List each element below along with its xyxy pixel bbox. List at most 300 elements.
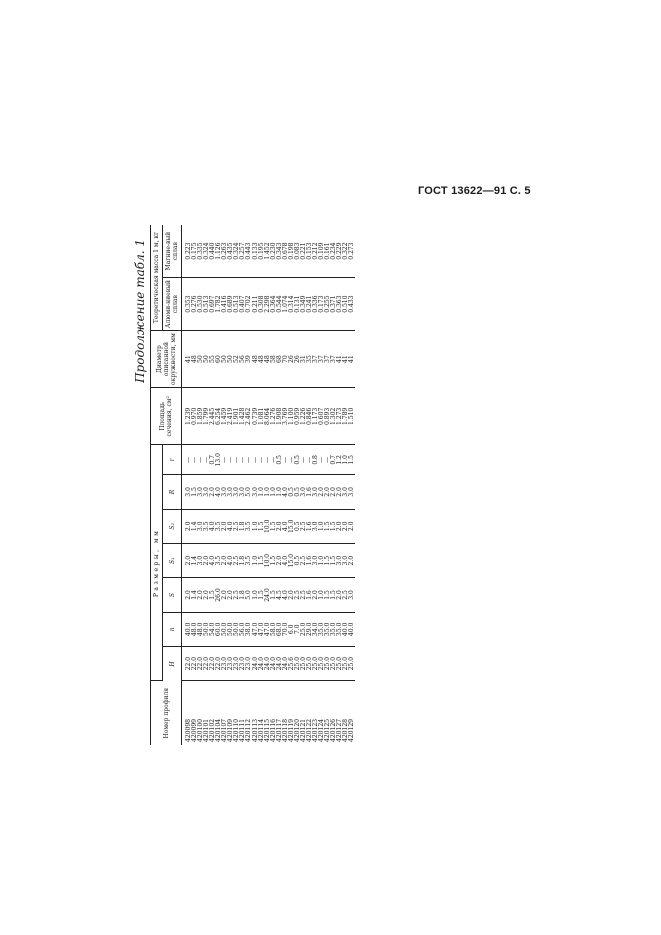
cell-R-15: 1.0 [275,487,283,497]
cell-S1-14: 1.5 [269,555,277,566]
cell-S2-19: 2.5 [299,521,307,532]
cell-n-26: 40.0 [342,622,350,637]
cell-mass_magnesium-9: 0.257 [239,242,247,260]
cell-profile_number-23: 420125 [324,718,332,742]
cell-n-7: 50.0 [227,622,235,637]
cell-diameter-10: 39 [245,355,253,363]
cell-n-13: 47.0 [263,622,271,637]
cell-mass_magnesium-26: 0.322 [342,242,350,260]
cell-H-7: 23.0 [227,657,235,671]
table-continuation-title: Продолжение табл. 1 [133,239,147,383]
cell-diameter-27: 41 [348,355,356,363]
cell-H-21: 25.0 [311,657,319,671]
cell-S-27: 3.0 [348,590,356,600]
cell-S1-23: 1.5 [324,555,332,566]
cell-diameter-20: 35 [305,355,313,363]
column-n [182,612,356,646]
cell-S1-7: 4.0 [227,555,235,566]
header-area: Площадь сечения, см² [151,388,182,445]
cell-mass_aluminum-2: 0.530 [197,295,205,313]
cell-S2-20: 1.6 [305,521,313,532]
cell-S1-2: 3.0 [197,555,205,566]
cell-n-23: 35.0 [324,622,332,637]
cell-r-7: — [227,456,235,463]
cell-r-2: — [197,456,205,463]
cell-area-15: 1.908 [275,407,283,425]
cell-diameter-12: 48 [257,355,265,363]
cell-diameter-19: 31 [299,355,307,363]
cell-r-14: — [269,456,277,463]
cell-R-16: 4.0 [281,487,289,497]
cell-n-3: 50.0 [203,622,211,637]
cell-area-16: 3.769 [281,407,289,425]
cell-H-24: 25.0 [330,657,338,671]
cell-R-11: 3.0 [251,487,259,497]
cell-S-5: 26.0 [215,588,223,602]
cell-profile_number-20: 420122 [305,718,313,742]
table-body-row [182,225,356,745]
cell-area-26: 1.789 [342,407,350,425]
cell-S-2: 2.0 [197,590,205,600]
cell-S1-4: 4.0 [209,555,217,566]
cell-R-26: 3.0 [342,487,350,497]
cell-mass_magnesium-10: 0.443 [245,242,253,260]
cell-S2-17: 15.0 [287,519,295,534]
column-area [182,388,356,445]
cell-area-20: 0.846 [305,407,313,425]
cell-profile_number-14: 420116 [269,718,277,742]
cell-mass_magnesium-2: 0.335 [197,242,205,260]
cell-r-17: — [287,456,295,463]
cell-S1-10: 3.5 [245,555,253,566]
cell-mass_aluminum-17: 0.314 [287,295,295,313]
cell-H-23: 25.0 [324,657,332,671]
cell-mass_magnesium-4: 0.440 [209,242,217,260]
cell-H-6: 23.0 [221,657,229,671]
cell-S-0: 2.0 [185,590,192,600]
cell-S2-25: 2.0 [336,521,344,532]
cell-R-2: 3.0 [197,487,205,497]
cell-mass_magnesium-5: 1.126 [215,242,223,260]
cell-H-10: 23.0 [245,657,253,671]
header-diameter: Диаметр описанной окружности, мм [151,330,182,387]
cell-n-4: 54.0 [209,622,217,637]
cell-mass_magnesium-6: 0.263 [221,242,229,260]
cell-r-21: 0.8 [311,455,319,465]
cell-H-27: 25.0 [348,657,356,671]
column-S2 [182,509,356,543]
cell-diameter-0: 41 [185,355,192,363]
cell-area-14: 1.276 [269,407,277,425]
cell-diameter-18: 26 [293,355,301,363]
cell-profile_number-27: 420129 [348,718,356,742]
cell-S-18: 2.5 [293,590,301,600]
cell-area-4: 2.445 [209,407,217,425]
cell-H-1: 22.0 [191,657,199,671]
cell-n-16: 70.0 [281,622,289,637]
cell-profile_number-16: 420118 [281,718,289,742]
cell-area-10: 2.462 [245,407,253,425]
cell-S-3: 2.0 [203,590,211,600]
cell-S2-1: 1.4 [191,521,199,532]
cell-H-25: 25.0 [336,657,344,671]
cell-diameter-2: 50 [197,355,205,363]
cell-R-1: 1.5 [191,487,199,497]
column-S [182,578,356,612]
cell-S1-1: 1.4 [191,555,199,566]
cell-S2-26: 2.0 [342,521,350,532]
cell-R-21: 3.0 [311,487,319,497]
cell-profile_number-17: 420119 [287,718,295,742]
cell-area-23: 0.893 [324,407,332,425]
cell-S-24: 1.5 [330,590,338,600]
cell-r-27: 1.5 [348,455,356,465]
cell-H-15: 24.0 [275,657,283,671]
cell-diameter-21: 37 [311,355,319,363]
cell-n-24: 35.0 [330,622,338,637]
cell-area-8: 1.901 [233,407,241,425]
cell-n-17: 6.0 [287,624,295,635]
cell-n-20: 29.0 [305,622,313,637]
cell-n-0: 40.0 [185,622,192,637]
cell-R-24: 2.0 [330,487,338,497]
cell-profile_number-1: 420099 [191,718,199,742]
cell-S2-0: 2.0 [185,521,192,532]
cell-R-12: 1.0 [257,487,265,497]
cell-S2-24: 1.5 [330,521,338,532]
cell-profile_number-9: 420111 [239,718,247,742]
cell-mass_aluminum-20: 0.241 [305,295,313,313]
cell-R-18: 0.5 [293,487,301,497]
cell-S1-15: 2.0 [275,555,283,566]
cell-S-17: 2.0 [287,590,295,600]
cell-S1-17: 15.0 [287,553,295,568]
cell-S2-6: 2.0 [221,521,229,532]
cell-S1-22: 1.0 [318,555,326,566]
cell-r-15: 0.5 [275,455,283,465]
cell-S2-15: 2.0 [275,521,283,532]
cell-H-0: 22.0 [185,657,192,671]
cell-area-21: 1.173 [311,407,319,425]
cell-mass_magnesium-15: 0.343 [275,242,283,260]
cell-area-19: 1.226 [299,407,307,425]
cell-mass_aluminum-19: 0.349 [299,295,307,313]
cell-r-23: — [324,456,332,463]
cell-diameter-8: 52 [233,355,241,363]
cell-mass_aluminum-11: 0.211 [251,295,259,313]
cell-S-9: 1.8 [239,590,247,600]
cell-S2-21: 3.0 [311,521,319,532]
cell-r-3: — [203,456,211,463]
cell-S-13: 24.0 [263,588,271,602]
cell-mass_magnesium-20: 0.153 [305,242,313,260]
document-code: ГОСТ 13622—91 С. 5 [418,185,531,197]
cell-R-7: 3.0 [227,487,235,497]
cell-S2-11: 1.0 [251,521,259,532]
cell-r-20: — [305,456,313,463]
header-r: r [163,445,182,475]
cell-mass_aluminum-21: 0.336 [311,295,319,313]
cell-mass_magnesium-24: 0.234 [330,242,338,260]
cell-mass_magnesium-1: 0.175 [191,242,199,260]
cell-r-24: 0.7 [330,455,338,465]
cell-S-8: 2.5 [233,590,241,600]
header-S1: S₁ [163,544,182,578]
header-mass-aluminum: Алюми-ниевый сплав [163,278,182,331]
cell-H-5: 22.0 [215,657,223,671]
cell-mass_magnesium-21: 0.212 [311,242,319,260]
cell-mass_aluminum-13: 2.298 [263,295,271,313]
cell-area-6: 1.459 [221,407,229,425]
cell-n-27: 40.0 [348,622,356,637]
cell-H-3: 22.0 [203,657,211,671]
cell-S-6: 2.0 [221,590,229,600]
cell-S1-0: 2.0 [185,555,192,566]
cell-S-15: 4.5 [275,590,283,600]
cell-mass_magnesium-13: 1.452 [263,242,271,260]
cell-S-7: 2.0 [227,590,235,600]
cell-R-13: 1.0 [263,487,271,497]
cell-diameter-17: 26 [287,355,295,363]
cell-diameter-23: 37 [324,355,332,363]
cell-S1-24: 1.5 [330,555,338,566]
cell-area-11: 0.739 [251,407,259,425]
cell-mass_magnesium-23: 0.161 [324,242,332,260]
cell-profile_number-15: 420117 [275,718,283,742]
column-mass-magnesium [182,225,356,278]
cell-profile_number-12: 420114 [257,718,265,742]
cell-n-14: 58.0 [269,622,277,637]
cell-profile_number-24: 420126 [330,718,338,742]
cell-diameter-24: 37 [330,355,338,363]
cell-mass_magnesium-16: 0.678 [281,242,289,260]
cell-S-19: 2.5 [299,590,307,600]
cell-n-22: 35.0 [318,622,326,637]
cell-profile_number-7: 420109 [227,718,235,742]
cell-R-17: 0.5 [287,487,295,497]
cell-diameter-5: 60 [215,355,223,363]
cell-R-6: 3.0 [221,487,229,497]
column-S1 [182,544,356,578]
cell-S-16: 4.0 [281,590,289,600]
cell-n-12: 47.0 [257,622,265,637]
cell-area-18: 0.959 [293,407,301,425]
cell-R-20: 1.6 [305,487,313,497]
cell-mass_aluminum-23: 0.255 [324,295,332,313]
cell-n-11: 47.0 [251,622,259,637]
cell-mass_aluminum-15: 0.544 [275,295,283,313]
cell-mass_magnesium-8: 0.324 [233,242,241,260]
column-H [182,647,356,681]
cell-S-22: 1.0 [318,590,326,600]
cell-R-27: 3.0 [348,487,356,497]
cell-S-1: 1.4 [191,590,199,600]
cell-S1-6: 2.0 [221,555,229,566]
cell-H-17: 25.6 [287,657,295,671]
cell-diameter-4: 55 [209,355,217,363]
cell-mass_aluminum-6: 0.416 [221,295,229,313]
cell-n-6: 50.0 [221,622,229,637]
cell-n-1: 48.0 [191,622,199,637]
cell-profile_number-0: 420098 [185,718,192,742]
cell-R-9: 3.0 [239,487,247,497]
cell-area-25: 1.273 [336,407,344,425]
profiles-table [150,225,355,745]
cell-area-2: 1.859 [197,407,205,425]
cell-r-11: — [251,456,259,463]
cell-H-9: 23.0 [239,657,247,671]
cell-mass_magnesium-22: 0.109 [318,242,326,260]
cell-R-22: 2.0 [318,487,326,497]
cell-profile_number-11: 420113 [251,718,259,742]
cell-n-21: 34.0 [311,622,319,637]
cell-area-22: 0.607 [318,407,326,425]
cell-diameter-16: 70 [281,355,289,363]
cell-r-5: 13.0 [215,453,223,467]
cell-mass_aluminum-7: 0.689 [227,295,235,313]
cell-S1-20: 1.6 [305,555,313,566]
cell-H-11: 24.0 [251,657,259,671]
cell-mass_aluminum-12: 0.308 [257,295,265,313]
cell-r-19: — [299,456,307,463]
cell-r-9: — [239,456,247,463]
cell-mass_magnesium-12: 0.195 [257,242,265,260]
cell-S1-11: 1.0 [251,555,259,566]
cell-S-12: 1.5 [257,590,265,600]
cell-H-8: 23.0 [233,657,241,671]
cell-S2-22: 1.0 [318,521,326,532]
cell-r-25: 1.2 [336,455,344,465]
cell-n-9: 56.0 [239,622,247,637]
cell-mass_aluminum-4: 0.697 [209,295,217,313]
cell-mass_aluminum-24: 0.371 [330,295,338,313]
cell-H-16: 24.0 [281,657,289,671]
cell-S1-8: 2.5 [233,555,241,566]
cell-H-4: 22.0 [209,657,217,671]
cell-S1-9: 1.8 [239,555,247,566]
cell-diameter-1: 48 [191,355,199,363]
cell-mass_aluminum-25: 0.363 [336,295,344,313]
cell-r-12: — [257,456,265,463]
cell-n-8: 50.0 [233,622,241,637]
cell-n-2: 48.0 [197,622,205,637]
cell-mass_aluminum-10: 0.702 [245,295,253,313]
cell-area-12: 1.081 [257,407,265,425]
cell-profile_number-22: 420124 [318,718,326,742]
cell-mass_aluminum-16: 1.074 [281,295,289,313]
cell-area-1: 0.970 [191,407,199,425]
cell-S2-27: 2.0 [348,521,356,532]
cell-S-11: 1.0 [251,590,259,600]
cell-H-22: 25.0 [318,657,326,671]
cell-S2-2: 3.0 [197,521,205,532]
cell-S1-19: 2.5 [299,555,307,566]
cell-S1-27: 2.0 [348,555,356,566]
cell-diameter-3: 50 [203,355,211,363]
cell-profile_number-19: 420121 [299,718,307,742]
cell-r-6: — [221,456,229,463]
column-mass-aluminum [182,278,356,331]
cell-R-0: 3.0 [185,487,192,497]
cell-r-18: 0.5 [293,455,301,465]
cell-r-16: — [281,456,289,463]
cell-profile_number-10: 420112 [245,718,253,742]
cell-profile_number-4: 420102 [209,718,217,742]
cell-diameter-22: 37 [318,355,326,363]
cell-S1-5: 3.5 [215,555,223,566]
header-R: R [163,475,182,509]
cell-profile_number-26: 420128 [342,718,350,742]
cell-S2-13: 10.0 [263,519,271,534]
cell-n-25: 35.0 [336,622,344,637]
cell-S1-13: 10.0 [263,553,271,568]
cell-mass_aluminum-27: 0.433 [348,295,356,313]
cell-R-4: 2.0 [209,487,217,497]
cell-profile_number-3: 420101 [203,718,211,742]
column-profile-number [182,681,356,745]
cell-S1-26: 3.0 [342,555,350,566]
cell-diameter-7: 50 [227,355,235,363]
cell-S-21: 2.0 [311,590,319,600]
page-header [0,185,661,205]
cell-S-14: 1.5 [269,590,277,600]
header-mass-magnesium: Магние-вый сплав [163,225,182,278]
cell-R-23: 2.0 [324,487,332,497]
cell-r-26: 1.0 [342,455,350,465]
cell-mass_aluminum-5: 1.782 [215,295,223,313]
rotated-table-container [133,225,356,745]
header-S2: S₂ [163,509,182,543]
cell-S2-12: 1.5 [257,521,265,532]
cell-S1-18: 0.5 [293,555,301,566]
cell-r-0: — [185,456,192,463]
cell-S1-12: 1.5 [257,555,265,566]
cell-H-26: 25.0 [342,657,350,671]
cell-S-26: 2.5 [342,590,350,600]
cell-H-12: 24.0 [257,657,265,671]
cell-mass_magnesium-18: 0.083 [293,242,301,260]
cell-S1-3: 2.0 [203,555,211,566]
cell-r-10: — [245,456,253,463]
cell-mass_aluminum-1: 0.276 [191,295,199,313]
cell-diameter-14: 58 [269,355,277,363]
cell-area-27: 1.510 [348,407,356,425]
cell-area-24: 1.302 [330,407,338,425]
cell-profile_number-13: 420115 [263,718,271,742]
cell-diameter-9: 56 [239,355,247,363]
cell-S2-8: 2.5 [233,521,241,532]
cell-R-25: 2.0 [336,487,344,497]
cell-mass_aluminum-9: 0.407 [239,295,247,313]
cell-S2-4: 4.0 [209,521,217,532]
column-R [182,475,356,509]
cell-H-14: 24.0 [269,657,277,671]
cell-n-19: 25.0 [299,622,307,637]
cell-H-13: 24.0 [263,657,271,671]
cell-r-8: — [233,456,241,463]
cell-S2-23: 1.5 [324,521,332,532]
cell-mass_magnesium-7: 0.435 [227,242,235,260]
header-profile-number: Номер профиля [151,681,182,745]
cell-profile_number-8: 420110 [233,718,241,742]
cell-mass_aluminum-8: 0.513 [233,295,241,313]
cell-mass_magnesium-3: 0.324 [203,242,211,260]
cell-r-1: — [191,456,199,463]
header-S: S [163,578,182,612]
column-r [182,445,356,475]
cell-H-2: 22.0 [197,657,205,671]
cell-S-23: 1.5 [324,590,332,600]
